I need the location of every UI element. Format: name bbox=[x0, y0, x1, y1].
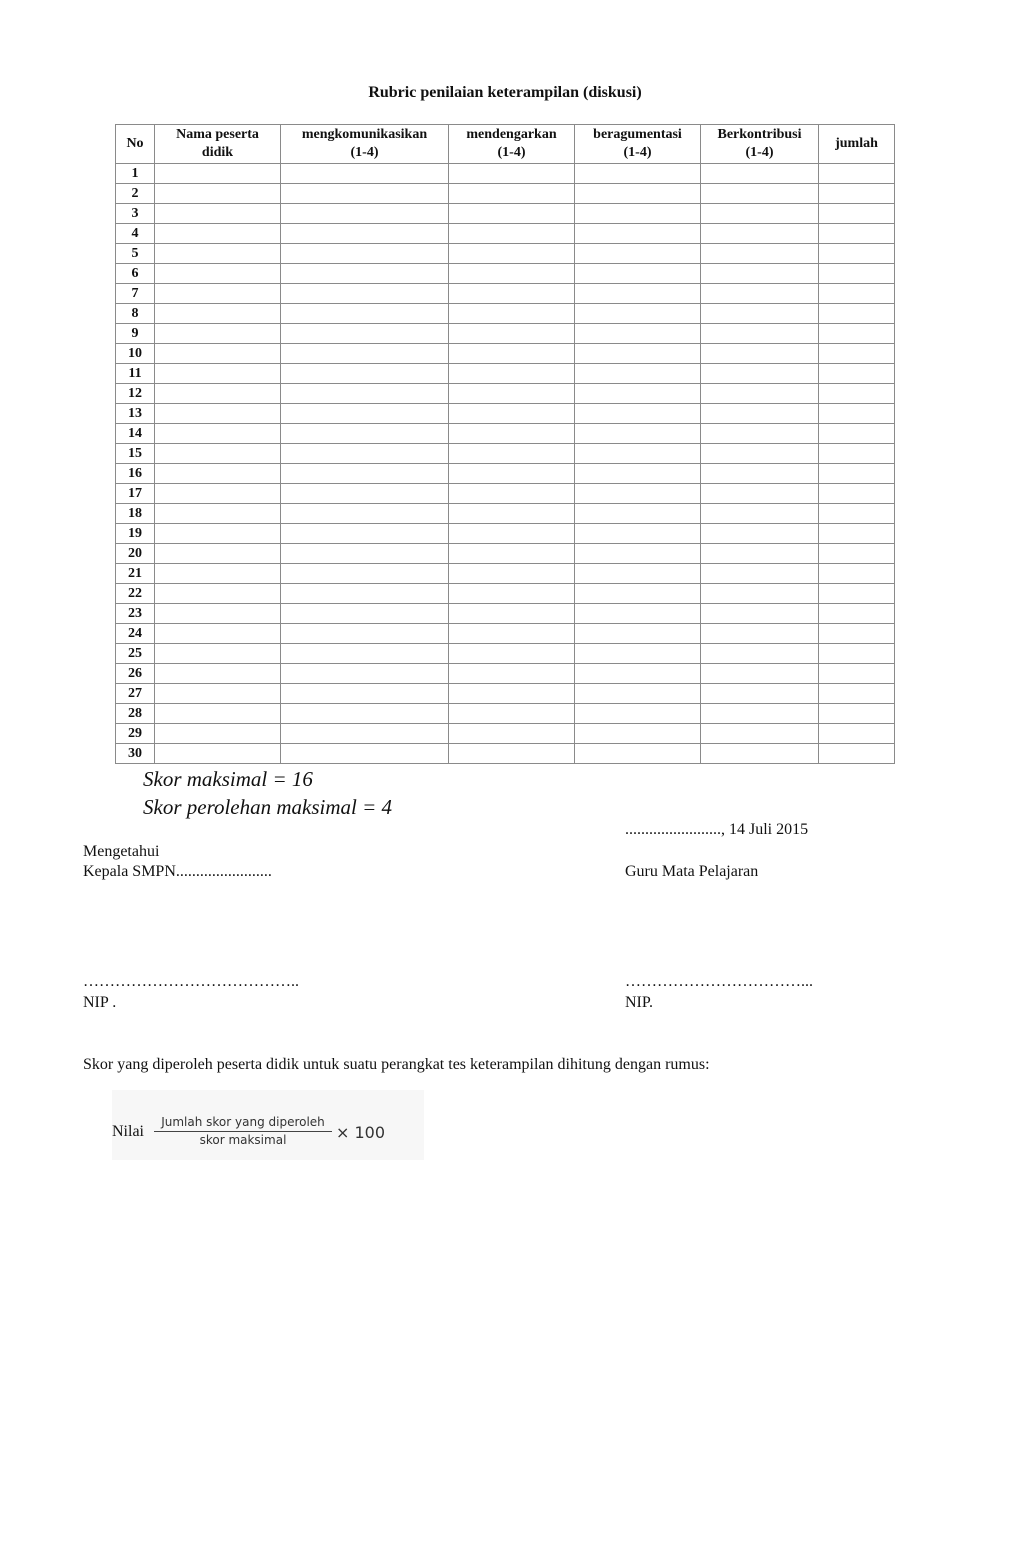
mengkomunikasikan-cell bbox=[281, 604, 449, 624]
guru-mata-pelajaran-label: Guru Mata Pelajaran bbox=[625, 863, 759, 880]
jumlah-cell bbox=[819, 664, 895, 684]
header-berkontribusi bbox=[701, 125, 819, 164]
header-mendengarkan bbox=[449, 125, 575, 164]
nama-cell bbox=[155, 744, 281, 764]
row-number: 9 bbox=[116, 324, 155, 344]
table-row bbox=[116, 604, 895, 624]
header-mengkomunikasikan bbox=[281, 125, 449, 164]
mengkomunikasikan-cell bbox=[281, 424, 449, 444]
nama-cell bbox=[155, 544, 281, 564]
table-row bbox=[116, 484, 895, 504]
berkontribusi-cell bbox=[701, 564, 819, 584]
jumlah-cell bbox=[819, 544, 895, 564]
beragumentasi-cell bbox=[575, 364, 701, 384]
mengkomunikasikan-cell bbox=[281, 464, 449, 484]
table-row bbox=[116, 264, 895, 284]
mengkomunikasikan-cell bbox=[281, 304, 449, 324]
nama-cell bbox=[155, 564, 281, 584]
row-number: 2 bbox=[116, 184, 155, 204]
nama-cell bbox=[155, 524, 281, 544]
jumlah-cell bbox=[819, 464, 895, 484]
beragumentasi-cell bbox=[575, 424, 701, 444]
berkontribusi-cell bbox=[701, 504, 819, 524]
header-jumlah: jumlah bbox=[819, 125, 895, 164]
mendengarkan-cell bbox=[449, 164, 575, 184]
berkontribusi-cell bbox=[701, 344, 819, 364]
mengkomunikasikan-cell bbox=[281, 584, 449, 604]
mengkomunikasikan-cell bbox=[281, 704, 449, 724]
nama-cell bbox=[155, 704, 281, 724]
beragumentasi-cell bbox=[575, 524, 701, 544]
beragumentasi-cell bbox=[575, 324, 701, 344]
table-row bbox=[116, 704, 895, 724]
jumlah-cell bbox=[819, 724, 895, 744]
mendengarkan-cell bbox=[449, 544, 575, 564]
berkontribusi-cell bbox=[701, 264, 819, 284]
berkontribusi-cell bbox=[701, 244, 819, 264]
mengkomunikasikan-cell bbox=[281, 484, 449, 504]
jumlah-cell bbox=[819, 364, 895, 384]
nama-cell bbox=[155, 204, 281, 224]
beragumentasi-cell bbox=[575, 224, 701, 244]
row-number: 7 bbox=[116, 284, 155, 304]
nip-left: NIP . bbox=[83, 994, 117, 1011]
mengkomunikasikan-cell bbox=[281, 264, 449, 284]
table-row bbox=[116, 464, 895, 484]
rubric-table bbox=[115, 124, 895, 764]
mendengarkan-cell bbox=[449, 324, 575, 344]
mengkomunikasikan-cell bbox=[281, 384, 449, 404]
mendengarkan-cell bbox=[449, 504, 575, 524]
nama-cell bbox=[155, 604, 281, 624]
mendengarkan-cell bbox=[449, 184, 575, 204]
berkontribusi-cell bbox=[701, 304, 819, 324]
mengkomunikasikan-cell bbox=[281, 324, 449, 344]
jumlah-cell bbox=[819, 244, 895, 264]
header-nama-line1: Nama peserta bbox=[176, 127, 259, 142]
row-number: 1 bbox=[116, 164, 155, 184]
berkontribusi-cell bbox=[701, 424, 819, 444]
formula-fraction bbox=[154, 1115, 332, 1147]
table-row bbox=[116, 224, 895, 244]
nama-cell bbox=[155, 724, 281, 744]
berkontribusi-cell bbox=[701, 384, 819, 404]
mendengarkan-cell bbox=[449, 564, 575, 584]
berkontribusi-cell bbox=[701, 204, 819, 224]
jumlah-cell bbox=[819, 704, 895, 724]
nama-cell bbox=[155, 404, 281, 424]
nama-cell bbox=[155, 504, 281, 524]
nama-cell bbox=[155, 384, 281, 404]
berkontribusi-cell bbox=[701, 224, 819, 244]
nama-cell bbox=[155, 464, 281, 484]
nama-cell bbox=[155, 364, 281, 384]
nama-cell bbox=[155, 284, 281, 304]
mengkomunikasikan-cell bbox=[281, 444, 449, 464]
row-number: 26 bbox=[116, 664, 155, 684]
header-beragumentasi-line1: beragumentasi bbox=[593, 127, 682, 142]
berkontribusi-cell bbox=[701, 644, 819, 664]
mendengarkan-cell bbox=[449, 604, 575, 624]
header-no: No bbox=[116, 125, 155, 164]
nama-cell bbox=[155, 164, 281, 184]
beragumentasi-cell bbox=[575, 484, 701, 504]
beragumentasi-cell bbox=[575, 184, 701, 204]
nama-cell bbox=[155, 264, 281, 284]
table-row bbox=[116, 544, 895, 564]
row-number: 6 bbox=[116, 264, 155, 284]
mendengarkan-cell bbox=[449, 304, 575, 324]
mendengarkan-cell bbox=[449, 424, 575, 444]
row-number: 12 bbox=[116, 384, 155, 404]
beragumentasi-cell bbox=[575, 644, 701, 664]
mendengarkan-cell bbox=[449, 284, 575, 304]
jumlah-cell bbox=[819, 564, 895, 584]
jumlah-cell bbox=[819, 644, 895, 664]
mendengarkan-cell bbox=[449, 484, 575, 504]
jumlah-cell bbox=[819, 204, 895, 224]
row-number: 5 bbox=[116, 244, 155, 264]
formula-image bbox=[112, 1090, 424, 1160]
table-row bbox=[116, 284, 895, 304]
table-row bbox=[116, 164, 895, 184]
beragumentasi-cell bbox=[575, 704, 701, 724]
table-row bbox=[116, 724, 895, 744]
jumlah-cell bbox=[819, 384, 895, 404]
jumlah-cell bbox=[819, 684, 895, 704]
berkontribusi-cell bbox=[701, 524, 819, 544]
berkontribusi-cell bbox=[701, 684, 819, 704]
mendengarkan-cell bbox=[449, 344, 575, 364]
mendengarkan-cell bbox=[449, 204, 575, 224]
berkontribusi-cell bbox=[701, 444, 819, 464]
row-number: 17 bbox=[116, 484, 155, 504]
row-number: 14 bbox=[116, 424, 155, 444]
header-nama-line2: didik bbox=[201, 145, 234, 160]
berkontribusi-cell bbox=[701, 704, 819, 724]
header-mendengarkan-line1: mendengarkan bbox=[466, 127, 557, 142]
jumlah-cell bbox=[819, 744, 895, 764]
table-row bbox=[116, 644, 895, 664]
jumlah-cell bbox=[819, 624, 895, 644]
beragumentasi-cell bbox=[575, 604, 701, 624]
jumlah-cell bbox=[819, 604, 895, 624]
mengkomunikasikan-cell bbox=[281, 224, 449, 244]
mendengarkan-cell bbox=[449, 744, 575, 764]
row-number: 16 bbox=[116, 464, 155, 484]
jumlah-cell bbox=[819, 404, 895, 424]
mengkomunikasikan-cell bbox=[281, 644, 449, 664]
jumlah-cell bbox=[819, 444, 895, 464]
beragumentasi-cell bbox=[575, 304, 701, 324]
row-number: 15 bbox=[116, 444, 155, 464]
jumlah-cell bbox=[819, 264, 895, 284]
table-row bbox=[116, 444, 895, 464]
kepala-smpn-label: Kepala SMPN........................ bbox=[83, 863, 272, 880]
row-number: 29 bbox=[116, 724, 155, 744]
row-number: 24 bbox=[116, 624, 155, 644]
berkontribusi-cell bbox=[701, 324, 819, 344]
skor-maksimal-note: Skor maksimal = 16 bbox=[143, 767, 313, 791]
signature-line-right: ……………………………... bbox=[625, 973, 813, 990]
nama-cell bbox=[155, 644, 281, 664]
row-number: 8 bbox=[116, 304, 155, 324]
table-row bbox=[116, 324, 895, 344]
berkontribusi-cell bbox=[701, 184, 819, 204]
mendengarkan-cell bbox=[449, 584, 575, 604]
mengkomunikasikan-cell bbox=[281, 244, 449, 264]
jumlah-cell bbox=[819, 284, 895, 304]
mengkomunikasikan-cell bbox=[281, 344, 449, 364]
table-row bbox=[116, 624, 895, 644]
jumlah-cell bbox=[819, 164, 895, 184]
row-number: 30 bbox=[116, 744, 155, 764]
nama-cell bbox=[155, 184, 281, 204]
mendengarkan-cell bbox=[449, 464, 575, 484]
beragumentasi-cell bbox=[575, 664, 701, 684]
row-number: 11 bbox=[116, 364, 155, 384]
row-number: 3 bbox=[116, 204, 155, 224]
formula-denominator: skor maksimal bbox=[199, 1133, 287, 1147]
jumlah-cell bbox=[819, 304, 895, 324]
mengkomunikasikan-cell bbox=[281, 164, 449, 184]
beragumentasi-cell bbox=[575, 444, 701, 464]
jumlah-cell bbox=[819, 224, 895, 244]
berkontribusi-cell bbox=[701, 544, 819, 564]
beragumentasi-cell bbox=[575, 344, 701, 364]
nama-cell bbox=[155, 444, 281, 464]
berkontribusi-cell bbox=[701, 724, 819, 744]
table-row bbox=[116, 684, 895, 704]
header-beragumentasi bbox=[575, 125, 701, 164]
header-mendengarkan-line2: (1-4) bbox=[497, 145, 526, 160]
jumlah-cell bbox=[819, 584, 895, 604]
nama-cell bbox=[155, 484, 281, 504]
mendengarkan-cell bbox=[449, 404, 575, 424]
signature-line-left: ………………………………….. bbox=[83, 973, 299, 990]
jumlah-cell bbox=[819, 424, 895, 444]
formula-numerator: Jumlah skor yang diperoleh bbox=[154, 1115, 332, 1132]
mengkomunikasikan-cell bbox=[281, 664, 449, 684]
table-row bbox=[116, 344, 895, 364]
header-berkontribusi-line2: (1-4) bbox=[745, 145, 774, 160]
table-row bbox=[116, 304, 895, 324]
mendengarkan-cell bbox=[449, 264, 575, 284]
nama-cell bbox=[155, 584, 281, 604]
table-row bbox=[116, 664, 895, 684]
beragumentasi-cell bbox=[575, 584, 701, 604]
mengkomunikasikan-cell bbox=[281, 184, 449, 204]
table-row bbox=[116, 204, 895, 224]
beragumentasi-cell bbox=[575, 624, 701, 644]
table-row bbox=[116, 404, 895, 424]
skor-perolehan-note: Skor perolehan maksimal = 4 bbox=[143, 795, 393, 819]
jumlah-cell bbox=[819, 344, 895, 364]
nama-cell bbox=[155, 684, 281, 704]
mengkomunikasikan-cell bbox=[281, 404, 449, 424]
table-row bbox=[116, 524, 895, 544]
berkontribusi-cell bbox=[701, 484, 819, 504]
mendengarkan-cell bbox=[449, 244, 575, 264]
beragumentasi-cell bbox=[575, 544, 701, 564]
table-row bbox=[116, 364, 895, 384]
mendengarkan-cell bbox=[449, 224, 575, 244]
berkontribusi-cell bbox=[701, 604, 819, 624]
table-row bbox=[116, 504, 895, 524]
nama-cell bbox=[155, 664, 281, 684]
table-row bbox=[116, 744, 895, 764]
berkontribusi-cell bbox=[701, 404, 819, 424]
date-line: ........................, 14 Juli 2015 bbox=[625, 821, 809, 838]
mengkomunikasikan-cell bbox=[281, 564, 449, 584]
mengkomunikasikan-cell bbox=[281, 724, 449, 744]
row-number: 23 bbox=[116, 604, 155, 624]
row-number: 10 bbox=[116, 344, 155, 364]
beragumentasi-cell bbox=[575, 724, 701, 744]
mengkomunikasikan-cell bbox=[281, 204, 449, 224]
formula-multiplier: × 100 bbox=[336, 1123, 386, 1142]
jumlah-cell bbox=[819, 484, 895, 504]
jumlah-cell bbox=[819, 504, 895, 524]
header-berkontribusi-line1: Berkontribusi bbox=[717, 127, 802, 142]
table-row bbox=[116, 564, 895, 584]
mendengarkan-cell bbox=[449, 524, 575, 544]
nama-cell bbox=[155, 224, 281, 244]
berkontribusi-cell bbox=[701, 464, 819, 484]
table-row bbox=[116, 584, 895, 604]
mendengarkan-cell bbox=[449, 624, 575, 644]
beragumentasi-cell bbox=[575, 384, 701, 404]
row-number: 4 bbox=[116, 224, 155, 244]
header-mengkomunikasikan-line2: (1-4) bbox=[350, 145, 379, 160]
berkontribusi-cell bbox=[701, 284, 819, 304]
beragumentasi-cell bbox=[575, 404, 701, 424]
beragumentasi-cell bbox=[575, 264, 701, 284]
header-beragumentasi-line2: (1-4) bbox=[623, 145, 652, 160]
mendengarkan-cell bbox=[449, 684, 575, 704]
beragumentasi-cell bbox=[575, 244, 701, 264]
nama-cell bbox=[155, 344, 281, 364]
beragumentasi-cell bbox=[575, 164, 701, 184]
mendengarkan-cell bbox=[449, 664, 575, 684]
berkontribusi-cell bbox=[701, 364, 819, 384]
header-nama bbox=[155, 125, 281, 164]
mengetahui-label: Mengetahui bbox=[83, 843, 160, 860]
berkontribusi-cell bbox=[701, 664, 819, 684]
beragumentasi-cell bbox=[575, 204, 701, 224]
mendengarkan-cell bbox=[449, 724, 575, 744]
jumlah-cell bbox=[819, 184, 895, 204]
berkontribusi-cell bbox=[701, 744, 819, 764]
nama-cell bbox=[155, 304, 281, 324]
nama-cell bbox=[155, 324, 281, 344]
row-number: 13 bbox=[116, 404, 155, 424]
mengkomunikasikan-cell bbox=[281, 504, 449, 524]
page-title: Rubric penilaian keterampilan (diskusi) bbox=[368, 84, 642, 101]
row-number: 27 bbox=[116, 684, 155, 704]
nama-cell bbox=[155, 624, 281, 644]
mengkomunikasikan-cell bbox=[281, 544, 449, 564]
table-row bbox=[116, 384, 895, 404]
row-number: 25 bbox=[116, 644, 155, 664]
mengkomunikasikan-cell bbox=[281, 744, 449, 764]
table-row bbox=[116, 184, 895, 204]
formula-description: Skor yang diperoleh peserta didik untuk suatu perangkat tes keterampilan dihitung dengan rumus: bbox=[83, 1056, 710, 1073]
row-number: 21 bbox=[116, 564, 155, 584]
nama-cell bbox=[155, 244, 281, 264]
beragumentasi-cell bbox=[575, 504, 701, 524]
mengkomunikasikan-cell bbox=[281, 524, 449, 544]
table-row bbox=[116, 424, 895, 444]
table-row bbox=[116, 244, 895, 264]
row-number: 20 bbox=[116, 544, 155, 564]
row-number: 19 bbox=[116, 524, 155, 544]
jumlah-cell bbox=[819, 524, 895, 544]
beragumentasi-cell bbox=[575, 284, 701, 304]
mendengarkan-cell bbox=[449, 444, 575, 464]
table-header-row bbox=[116, 125, 895, 164]
formula-label: Nilai bbox=[112, 1123, 144, 1140]
mengkomunikasikan-cell bbox=[281, 284, 449, 304]
row-number: 22 bbox=[116, 584, 155, 604]
beragumentasi-cell bbox=[575, 464, 701, 484]
berkontribusi-cell bbox=[701, 624, 819, 644]
beragumentasi-cell bbox=[575, 564, 701, 584]
mendengarkan-cell bbox=[449, 364, 575, 384]
nip-right: NIP. bbox=[625, 994, 654, 1011]
nama-cell bbox=[155, 424, 281, 444]
row-number: 18 bbox=[116, 504, 155, 524]
rubric-table-body bbox=[116, 164, 895, 764]
header-mengkomunikasikan-line1: mengkomunikasikan bbox=[301, 127, 428, 142]
mengkomunikasikan-cell bbox=[281, 364, 449, 384]
beragumentasi-cell bbox=[575, 684, 701, 704]
beragumentasi-cell bbox=[575, 744, 701, 764]
mendengarkan-cell bbox=[449, 384, 575, 404]
jumlah-cell bbox=[819, 324, 895, 344]
mendengarkan-cell bbox=[449, 704, 575, 724]
mendengarkan-cell bbox=[449, 644, 575, 664]
berkontribusi-cell bbox=[701, 164, 819, 184]
row-number: 28 bbox=[116, 704, 155, 724]
berkontribusi-cell bbox=[701, 584, 819, 604]
mengkomunikasikan-cell bbox=[281, 684, 449, 704]
mengkomunikasikan-cell bbox=[281, 624, 449, 644]
